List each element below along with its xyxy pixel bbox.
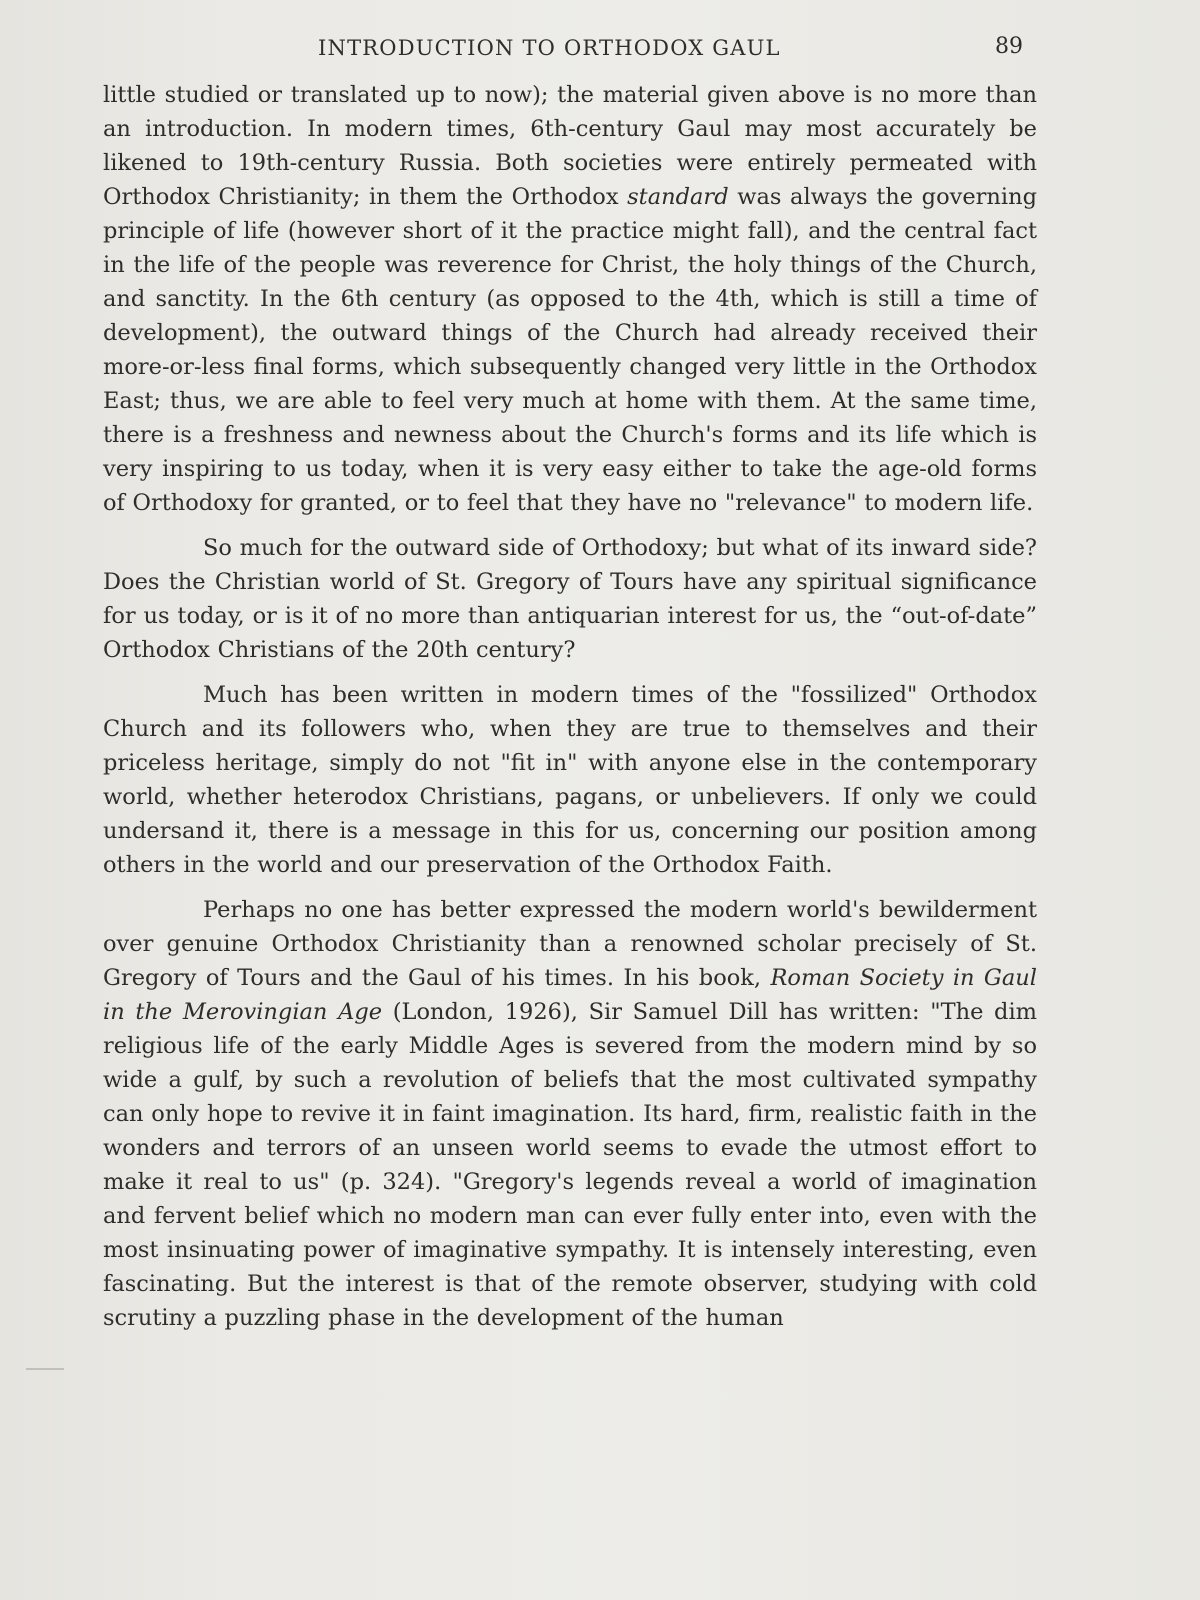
paragraph-3: Much has been written in modern times of the "fossilized" Orthodox Church and its followers who, when they are true to themselves and their priceless heritage, simply do not "fit in" with anyone else in the contemporary world, whether heterodox Christians, pagans, or unbelievers. If only we could undersand it, there is a message in this for us, concerning our position among others in the world and our preservation of the Orthodox Faith. (103, 682, 1037, 878)
paragraph-1-emphasis: standard (627, 184, 729, 210)
body-text (103, 78, 1037, 1346)
paragraph-4-part-a: Perhaps no one has better expressed the modern world's bewilderment over genuine Orthodox Christianity than a renowned scholar precisely of St. Gregory of Tours and the Gaul of his times. In his book, (103, 897, 1037, 991)
paragraph-1 (103, 78, 1037, 520)
paragraph-1-part-b: was always the governing principle of life (however short of it the practice might fall), and the central fact in the life of the people was reverence for Christ, the holy things of the Church, and sanctity. In the 6th century (as opposed to the 4th, which is still a time of development), the outward things of the Church had already received their more-or-less final forms, which subsequently changed very little in the Orthodox East; thus, we are able to feel very much at home with them. At the same time, there is a freshness and newness about the Church's forms and its life which is very inspiring to us today, when it is very easy either to take the age-old forms of Orthodoxy for granted, or to feel that they have no "relevance" to modern life. (103, 184, 1037, 516)
paragraph-4-part-b: (London, 1926), Sir Samuel Dill has written: "The dim religious life of the early Middle Ages is severed from the modern mind by so wide a gulf, by such a revolution of beliefs that the most cultivated sympathy can only hope to revive it in faint imagination. Its hard, firm, realistic faith in the wonders and terrors of an unseen world seems to evade the utmost effort to make it real to us" (p. 324). "Gregory's legends reveal a world of imagination and fervent belief which no modern man can ever fully enter into, even with the most insinuating power of imaginative sympathy. It is intensely interesting, even fascinating. But the interest is that of the remote observer, studying with cold scrutiny a puzzling phase in the development of the human (103, 999, 1037, 1331)
page-number: 89 (995, 34, 1023, 59)
margin-pencil-mark (26, 1368, 64, 1370)
book-title-citation: Roman Society in Gaul in the Merovingian Age (103, 965, 1037, 1025)
running-title: INTRODUCTION TO ORTHODOX GAUL (318, 36, 781, 60)
paragraph-2: So much for the outward side of Orthodoxy; but what of its inward side? Does the Christian world of St. Gregory of Tours have any spiritual significance for us today, or is it of no more than antiquarian interest for us, the “out-of-date” Orthodox Christians of the 20th century? (103, 535, 1037, 663)
paragraph-4 (103, 893, 1037, 1335)
paragraph-1-part-a: little studied or translated up to now); the material given above is no more than an introduction. In modern times, 6th-century Gaul may most accurately be likened to 19th-century Russia. Both societies were entirely permeated with Orthodox Christianity; in them the Orthodox (103, 82, 1037, 210)
page-header (0, 32, 1200, 68)
